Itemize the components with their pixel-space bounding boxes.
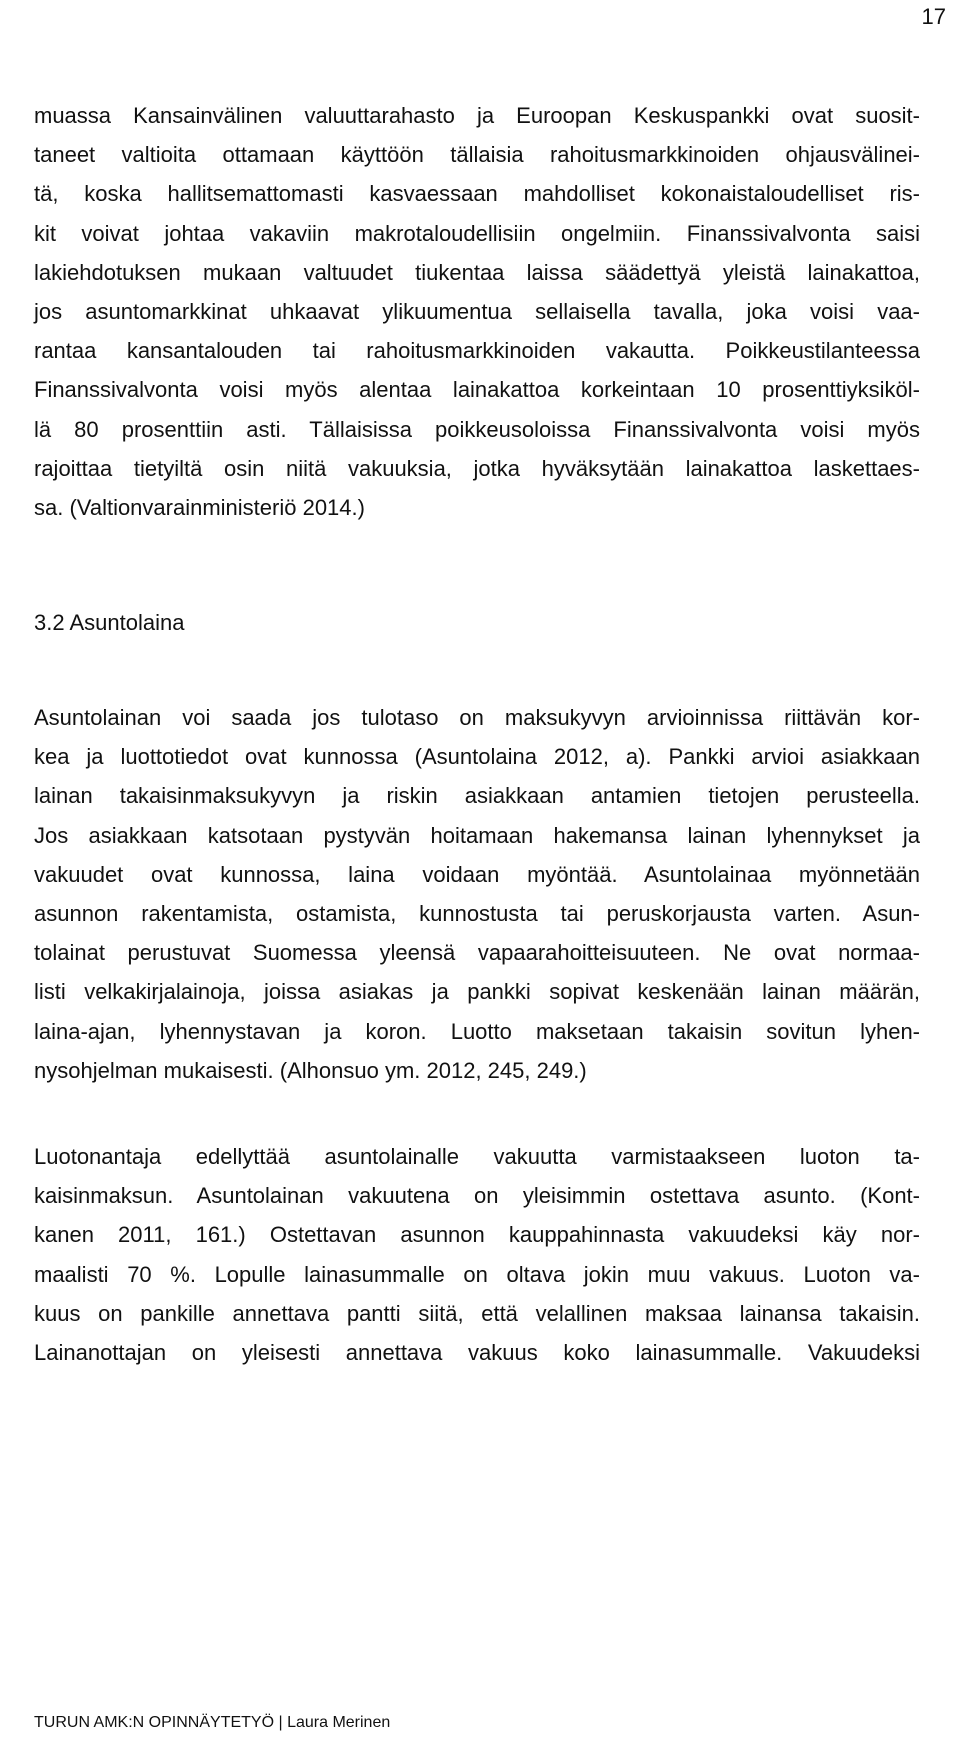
paragraph-1 <box>34 96 920 527</box>
paragraph-3 <box>34 1137 920 1372</box>
paragraph-2 <box>34 698 920 1090</box>
text-line: kea ja luottotiedot ovat kunnossa (Asuntolaina 2012, a). Pankki arvioi asiakkaan <box>34 744 920 770</box>
text-line: Jos asiakkaan katsotaan pystyvän hoitamaan hakemansa lainan lyhennykset ja <box>34 822 920 848</box>
text-line: kanen 2011, 161.) Ostettavan asunnon kauppahinnasta vakuudeksi käy nor- <box>34 1222 920 1248</box>
text-line: nysohjelman mukaisesti. (Alhonsuo ym. 2012, 245, 249.) <box>34 1057 587 1083</box>
text-line: maalisti 70 %. Lopulle lainasummalle on oltava jokin muu vakuus. Luoton va- <box>34 1261 920 1287</box>
section-heading: 3.2 Asuntolaina <box>34 610 185 635</box>
text-line: taneet valtioita ottamaan käyttöön tällaisia rahoitusmarkkinoiden ohjausvälinei- <box>34 142 920 168</box>
page-footer: TURUN AMK:N OPINNÄYTETYÖ | Laura Merinen <box>34 1714 391 1731</box>
text-line: Lainanottajan on yleisesti annettava vakuus koko lainasummalle. Vakuudeksi <box>34 1339 920 1365</box>
text-line: tolainat perustuvat Suomessa yleensä vapaarahoitteisuuteen. Ne ovat normaa- <box>34 940 920 966</box>
text-line: muassa Kansainvälinen valuuttarahasto ja Euroopan Keskuspankki ovat suosit- <box>34 103 920 128</box>
text-line: sa. (Valtionvarainministeriö 2014.) <box>34 494 365 520</box>
text-line: lainan takaisinmaksukyvyn ja riskin asiakkaan antamien tietojen perusteella. <box>34 783 920 809</box>
text-line: Luotonantaja edellyttää asuntolainalle vakuutta varmistaakseen luoton ta- <box>34 1144 920 1169</box>
text-line: kaisinmaksun. Asuntolainan vakuutena on yleisimmin ostettava asunto. (Kont- <box>34 1183 920 1209</box>
text-line: kuus on pankille annettava pantti siitä, että velallinen maksaa lainansa takaisin. <box>34 1300 920 1326</box>
text-line: asunnon rakentamista, ostamista, kunnostusta tai peruskorjausta varten. Asun- <box>34 900 920 926</box>
text-line: Asuntolainan voi saada jos tulotaso on maksukyvyn arvioinnissa riittävän kor- <box>34 705 920 730</box>
text-line: jos asuntomarkkinat uhkaavat ylikuumentua sellaisella tavalla, joka voisi vaa- <box>34 298 920 324</box>
text-line: tä, koska hallitsemattomasti kasvaessaan mahdolliset kokonaistaloudelliset ris- <box>34 181 920 207</box>
text-line: rantaa kansantalouden tai rahoitusmarkkinoiden vakautta. Poikkeustilanteessa <box>34 338 920 364</box>
text-line: Finanssivalvonta voisi myös alentaa lainakattoa korkeintaan 10 prosenttiyksiköl- <box>34 377 920 403</box>
text-line: listi velkakirjalainoja, joissa asiakas ja pankki sopivat keskenään lainan määrän, <box>34 979 920 1005</box>
text-line: lakiehdotuksen mukaan valtuudet tiukentaa laissa säädettyä yleistä lainakattoa, <box>34 259 920 285</box>
text-line: lä 80 prosenttiin asti. Tällaisissa poikkeusoloissa Finanssivalvonta voisi myös <box>34 416 920 442</box>
text-line: laina-ajan, lyhennystavan ja koron. Luotto maksetaan takaisin sovitun lyhen- <box>34 1018 920 1044</box>
text-line: rajoittaa tietyiltä osin niitä vakuuksia, jotka hyväksytään lainakattoa laskettaes- <box>34 455 920 481</box>
text-line: vakuudet ovat kunnossa, laina voidaan myöntää. Asuntolainaa myönnetään <box>34 861 920 887</box>
text-line: kit voivat johtaa vakaviin makrotaloudellisiin ongelmiin. Finanssivalvonta saisi <box>34 220 920 246</box>
page-number: 17 <box>921 4 946 29</box>
